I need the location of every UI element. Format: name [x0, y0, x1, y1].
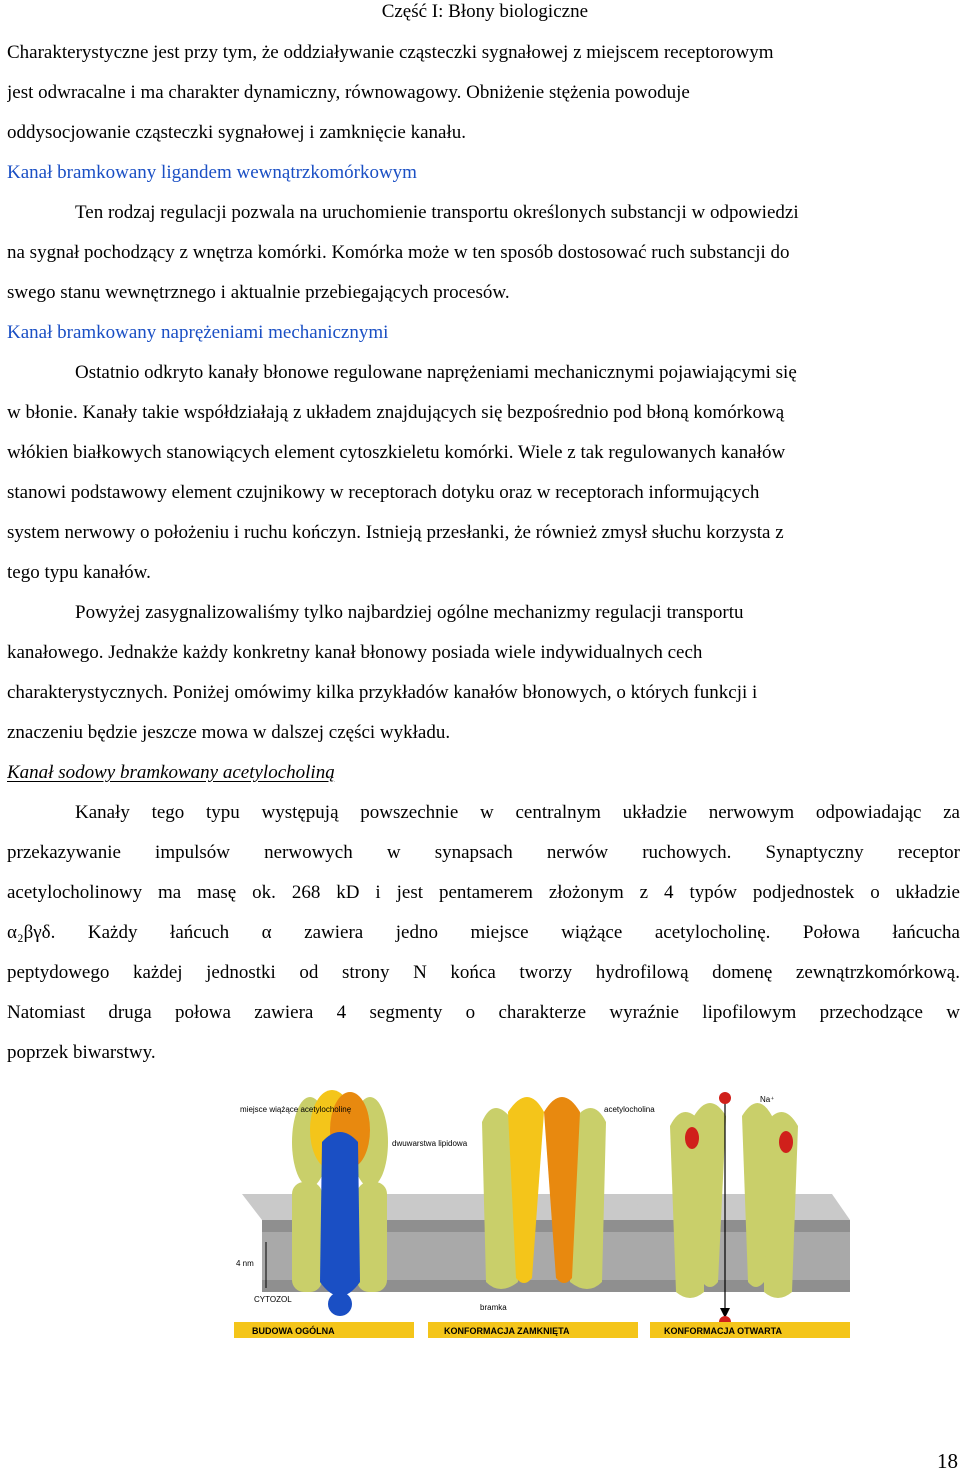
- label-gate: bramka: [480, 1303, 507, 1312]
- acetylcholine-receptor-figure: [232, 1082, 856, 1370]
- text-line: jest odwracalne i ma charakter dynamiczny, równowagowy. Obniżenie stężenia powoduje: [7, 82, 690, 103]
- panel-open: KONFORMACJA OTWARTA: [664, 1326, 782, 1336]
- text-line: Kanał bramkowany ligandem wewnątrzkomórkowym: [7, 162, 417, 183]
- label-binding-sites: miejsce wiążące acetylocholinę: [240, 1105, 352, 1114]
- text-line: swego stanu wewnętrznego i aktualnie przebiegających procesów.: [7, 282, 510, 303]
- text-line: Kanał bramkowany naprężeniami mechanicznymi: [7, 322, 389, 343]
- label-bilayer: dwuwarstwa lipidowa: [392, 1139, 468, 1148]
- panel-closed: KONFORMACJA ZAMKNIĘTA: [444, 1326, 570, 1336]
- text-line: kanałowego. Jednakże każdy konkretny kanał błonowy posiada wiele indywidualnych cech: [7, 642, 703, 663]
- text-line: włókien białkowych stanowiących element cytoszkieletu komórki. Wiele z tak regulowanych kanałów: [7, 442, 786, 463]
- label-size: 4 nm: [236, 1259, 254, 1268]
- text-line: peptydowego każdej jednostki od strony N końca tworzy hydrofilową domenę zewnątrzkomórkową.: [7, 962, 960, 983]
- text-line: poprzek biwarstwy.: [7, 1042, 156, 1063]
- text-line: charakterystycznych. Poniżej omówimy kilka przykładów kanałów błonowych, o których funkcji i: [7, 682, 758, 703]
- text-line: tego typu kanałów.: [7, 562, 151, 583]
- membrane-right: [630, 1194, 850, 1292]
- text-line: znaczeniu będzie jeszcze mowa w dalszej części wykładu.: [7, 722, 451, 743]
- running-header: Część I: Błony biologiczne: [381, 1, 588, 22]
- label-na: Na⁺: [760, 1095, 775, 1104]
- text-line: acetylocholinowy ma masę ok. 268 kD i jest pentamerem złożonym z 4 typów podjednostek o układzie: [7, 882, 960, 903]
- page-number: 18: [937, 1449, 958, 1473]
- panel-general: BUDOWA OGÓLNA: [252, 1326, 335, 1336]
- label-ach: acetylocholina: [604, 1105, 655, 1114]
- text-line: Ostatnio odkryto kanały błonowe regulowane naprężeniami mechanicznymi pojawiającymi się: [75, 362, 797, 383]
- text-line: Charakterystyczne jest przy tym, że oddziaływanie cząsteczki sygnałowej z miejscem receptorowym: [7, 42, 774, 63]
- text-line: Ten rodzaj regulacji pozwala na uruchomienie transportu określonych substancji w odpowiedzi: [75, 202, 799, 223]
- text-line: oddysocjowanie cząsteczki sygnałowej i zamknięcie kanału.: [7, 122, 466, 143]
- text-line: przekazywanie impulsów nerwowych w synapsach nerwów ruchowych. Synaptyczny receptor: [7, 842, 960, 863]
- membrane-middle: [440, 1194, 650, 1292]
- text-line: Powyżej zasygnalizowaliśmy tylko najbardziej ogólne mechanizmy regulacji transportu: [75, 602, 744, 623]
- body-text: [7, 33, 960, 1073]
- text-line: na sygnał pochodzący z wnętrza komórki. Komórka może w ten sposób dostosować ruch substancji do: [7, 242, 790, 263]
- text-line: system nerwowy o położeniu i ruchu kończyn. Istnieją przesłanki, że również zmysł słuchu korzysta z: [7, 522, 784, 543]
- text-line: Kanał sodowy bramkowany acetylocholiną: [7, 762, 335, 783]
- text-line: stanowi podstawowy element czujnikowy w receptorach dotyku oraz w receptorach informujących: [7, 482, 760, 503]
- text-line: Kanały tego typu występują powszechnie w centralnym układzie nerwowym odpowiadając za: [75, 802, 960, 823]
- text-line: α₂βγδ. Każdy łańcuch α zawiera jedno miejsce wiążące acetylocholinę. Połowa łańcucha: [7, 922, 960, 943]
- text-line: Natomiast druga połowa zawiera 4 segmenty o charakterze wyraźnie lipofilowym przechodzące w: [7, 1002, 960, 1023]
- text-line: w błonie. Kanały takie współdziałają z układem znajdujących się bezpośrednio pod błoną komórkową: [7, 402, 785, 423]
- label-cytosol: CYTOZOL: [254, 1295, 292, 1304]
